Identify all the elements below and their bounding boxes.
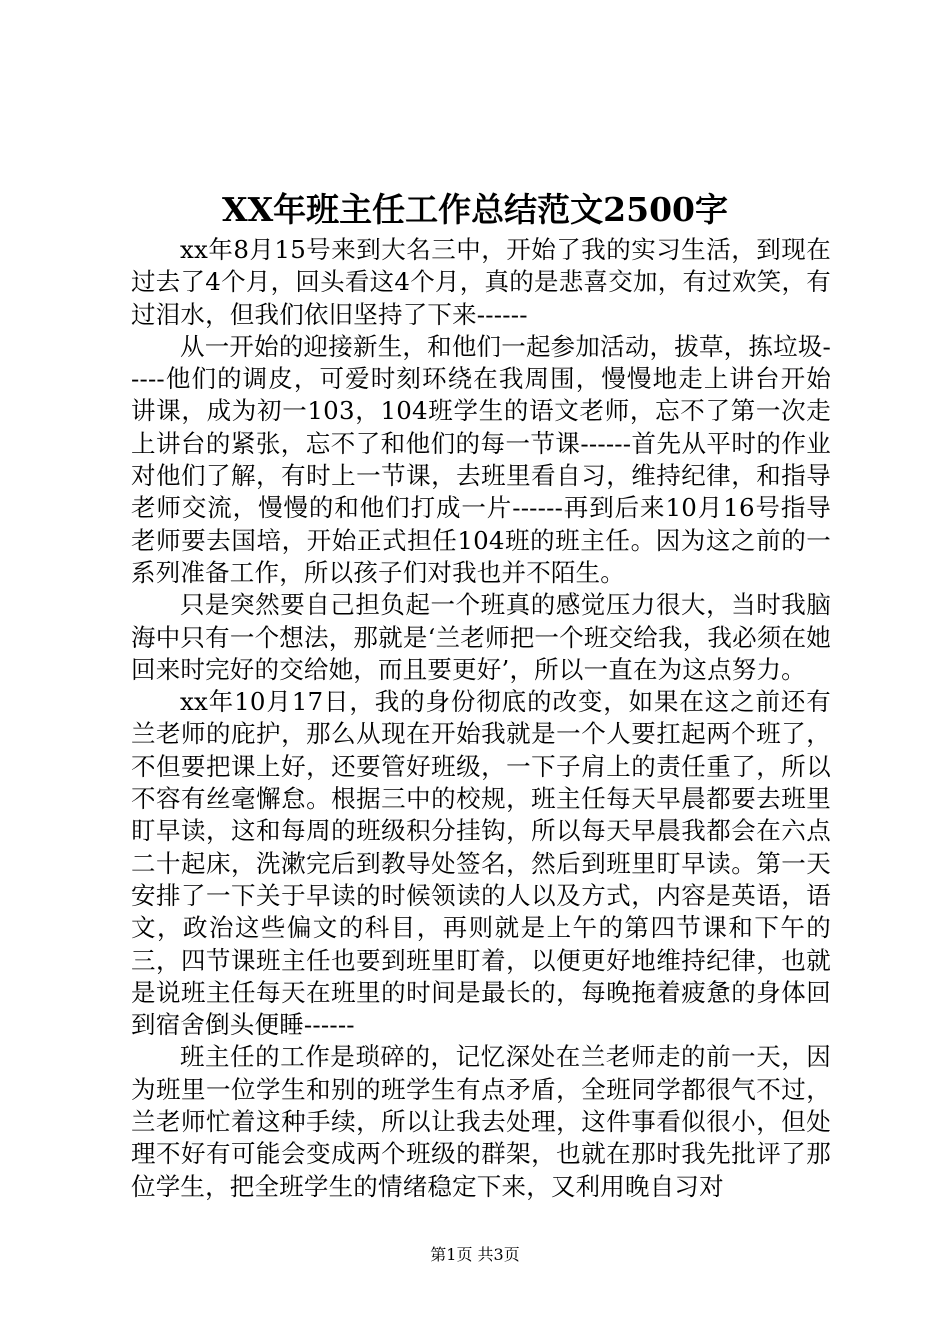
paragraph: xx年8月15号来到大名三中，开始了我的实习生活，到现在过去了4个月，回头看这4个月，真的是悲喜交加，有过欢笑，有过泪水，但我们依旧坚持了下来------ xyxy=(131,235,831,329)
document-body xyxy=(131,234,831,1203)
paragraph: xx年10月17日，我的身份彻底的改变，如果在这之前还有兰老师的庇护，那么从现在开始我就是一个人要扛起两个班了，不但要把课上好，还要管好班级，一下子肩上的责任重了，所以不容有丝毫懈怠。根据三中的校规，班主任每天早晨都要去班里盯早读，这和每周的班级积分挂钩，所以每天早晨我都会在六点二十起床，洗漱完后到教导处签名，然后到班里盯早读。第一天安排了一下关于早读的时候领读的人以及方式，内容是英语，语文，政治这些偏文的科目，再则就是上午的第四节课和下午的三，四节课班主任也要到班里盯着，以便更好地维持纪律，也就是说班主任每天在班里的时间是最长的，每晚拖着疲惫的身体回到宿舍倒头便睡------ xyxy=(131,687,831,1040)
paragraph: 从一开始的迎接新生，和他们一起参加活动，拔草，拣垃圾-----他们的调皮，可爱时刻环绕在我周围，慢慢地走上讲台开始讲课，成为初一103，104班学生的语文老师，忘不了第一次走上讲台的紧张，忘不了和他们的每一节课------首先从平时的作业对他们了解，有时上一节课，去班里看自习，维持纪律，和指导老师交流，慢慢的和他们打成一片------再到后来10月16号指导老师要去国培，开始正式担任104班的班主任。因为这之前的一系列准备工作，所以孩子们对我也并不陌生。 xyxy=(131,331,831,587)
paragraph: 只是突然要自己担负起一个班真的感觉压力很大，当时我脑海中只有一个想法，那就是‘兰老师把一个班交给我，我必须在她回来时完好的交给她，而且要更好’，所以一直在为这点努力。 xyxy=(131,590,831,684)
document-title: XX年班主任工作总结范文2500字 xyxy=(221,190,729,229)
paragraph: 班主任的工作是琐碎的，记忆深处在兰老师走的前一天，因为班里一位学生和别的班学生有点矛盾，全班同学都很气不过，兰老师忙着这种手续，所以让我去处理，这件事看似很小，但处理不好有可能会变成两个班级的群架，也就在那时我先批评了那位学生，把全班学生的情绪稳定下来，又利用晚自习对 xyxy=(131,1042,831,1201)
page-number-footer: 第1页 共3页 xyxy=(430,1245,520,1264)
